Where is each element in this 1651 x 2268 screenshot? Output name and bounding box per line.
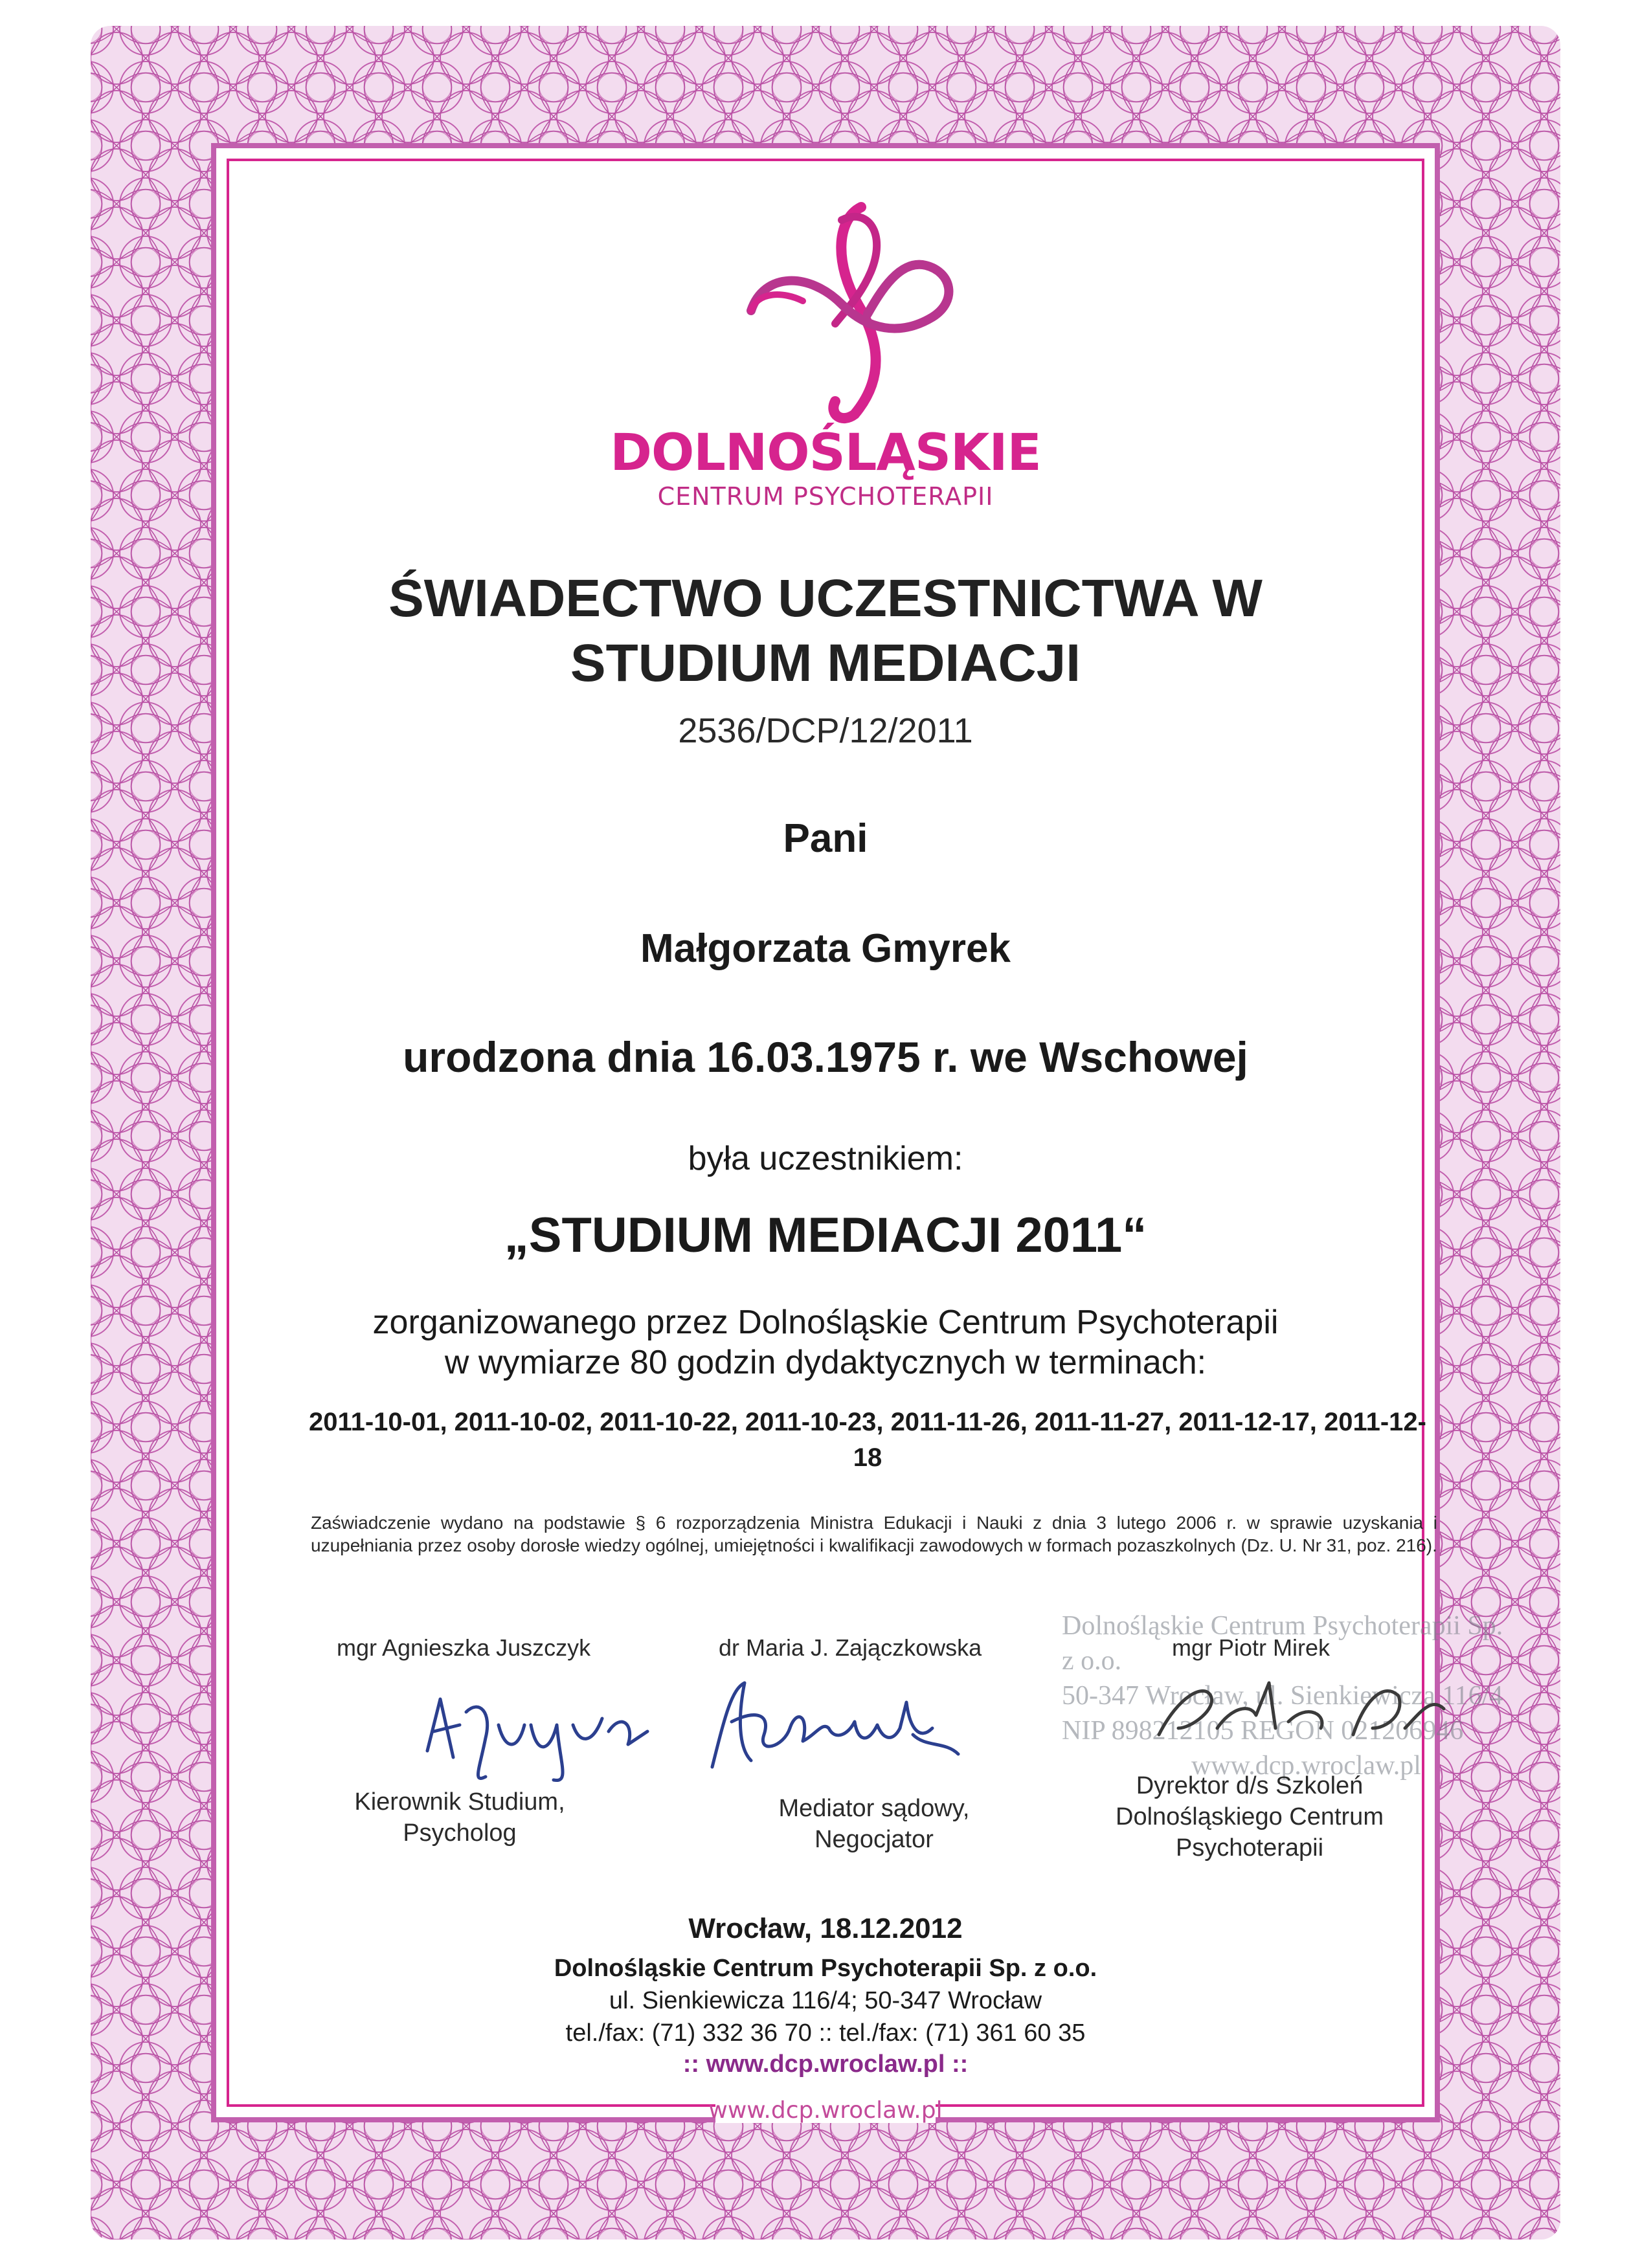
organizer-text [0, 1302, 1651, 1383]
organizer-line-1: zorganizowanego przez Dolnośląskie Centrum Psychoterapii [372, 1304, 1279, 1341]
signature-2 [699, 1663, 971, 1786]
brand-name: DOLNOŚLĄSKIE [610, 424, 1041, 482]
legal-basis: Zaświadczenie wydano na podstawie § 6 rozporządzenia Ministra Edukacji i Nauki z dnia 3 lutego 2006 r. w sprawie uzyskania i uzupełniania przez osoby dorosłe wiedzy ogólnej, umiejętności i kwalifikacji zawodowych w formach pozaszkolnych (Dz. U. Nr 31, poz. 216). [311, 1513, 1437, 1555]
stamp-line-1: Dolnośląskie Centrum Psychoterapii Sp. z o.o. [1062, 1611, 1503, 1676]
course-name: „STUDIUM MEDIACJI 2011“ [504, 1208, 1147, 1263]
organizer-line-2: w wymiarze 80 godzin dydaktycznych w terminach: [444, 1344, 1207, 1381]
stamp-line-3: NIP 898212105 REGON 021206946 [1062, 1716, 1464, 1746]
border-website[interactable]: www.dcp.wroclaw.pl [708, 2097, 943, 2124]
brand-subtitle: CENTRUM PSYCHOTERAPII [657, 482, 994, 511]
birth-info: urodzona dnia 16.03.1975 r. we Wschowej [403, 1033, 1248, 1081]
signatory-1-name: mgr Agnieszka Juszczyk [337, 1634, 591, 1661]
signatory-3-name: mgr Piotr Mirek [1172, 1634, 1331, 1661]
company-phones: tel./fax: (71) 332 36 70 :: tel./fax: (71) 361 60 35 [565, 2019, 1086, 2047]
signatory-1-role [317, 1786, 602, 1849]
signatory-3-role-line-3: Psychoterapii [1175, 1834, 1324, 1862]
signatory-2-role-line-1: Mediator sądowy, [778, 1795, 970, 1822]
company-website[interactable]: :: www.dcp.wroclaw.pl :: [682, 2051, 969, 2078]
participant-text: była uczestnikiem: [688, 1140, 963, 1177]
signature-3 [1140, 1657, 1450, 1754]
signatory-2-name: dr Maria J. Zajączkowska [719, 1634, 982, 1661]
company-name: Dolnośląskie Centrum Psychoterapii Sp. z o.o. [554, 1955, 1097, 1982]
signatory-3-role-line-2: Dolnośląskiego Centrum [1116, 1803, 1384, 1830]
salutation: Pani [783, 816, 868, 861]
butterfly-ribbon-icon [738, 194, 971, 427]
stamp-line-2: 50-347 Wrocław, ul. Sienkiewicza 116/4 [1062, 1681, 1503, 1711]
signature-1 [414, 1673, 660, 1790]
title-line-2: STUDIUM MEDIACJI [570, 634, 1081, 693]
stamp-line-4: www.dcp.wroclaw.pl [1191, 1751, 1421, 1781]
course-dates: 2011-10-01, 2011-10-02, 2011-10-22, 2011-10-23, 2011-11-26, 2011-11-27, 2011-12-17, 2011-12-18 [309, 1408, 1426, 1472]
certificate-number: 2536/DCP/12/2011 [678, 711, 973, 750]
signatory-1-role-line-2: Psycholog [403, 1819, 517, 1847]
company-address: ul. Sienkiewicza 116/4; 50-347 Wrocław [609, 1987, 1042, 2014]
signatory-3-role-line-1: Dyrektor d/s Szkoleń [1136, 1772, 1364, 1799]
signatory-1-role-line-1: Kierownik Studium, [354, 1788, 565, 1816]
place-date: Wrocław, 18.12.2012 [688, 1913, 963, 1944]
signatory-2-role [725, 1793, 1023, 1855]
recipient-name: Małgorzata Gmyrek [640, 926, 1011, 971]
signatory-2-role-line-2: Negocjator [814, 1826, 934, 1853]
title-line-1: ŚWIADECTWO UCZESTNICTWA W [388, 569, 1263, 628]
signatory-3-role [1094, 1770, 1405, 1863]
certificate-title [0, 566, 1651, 696]
